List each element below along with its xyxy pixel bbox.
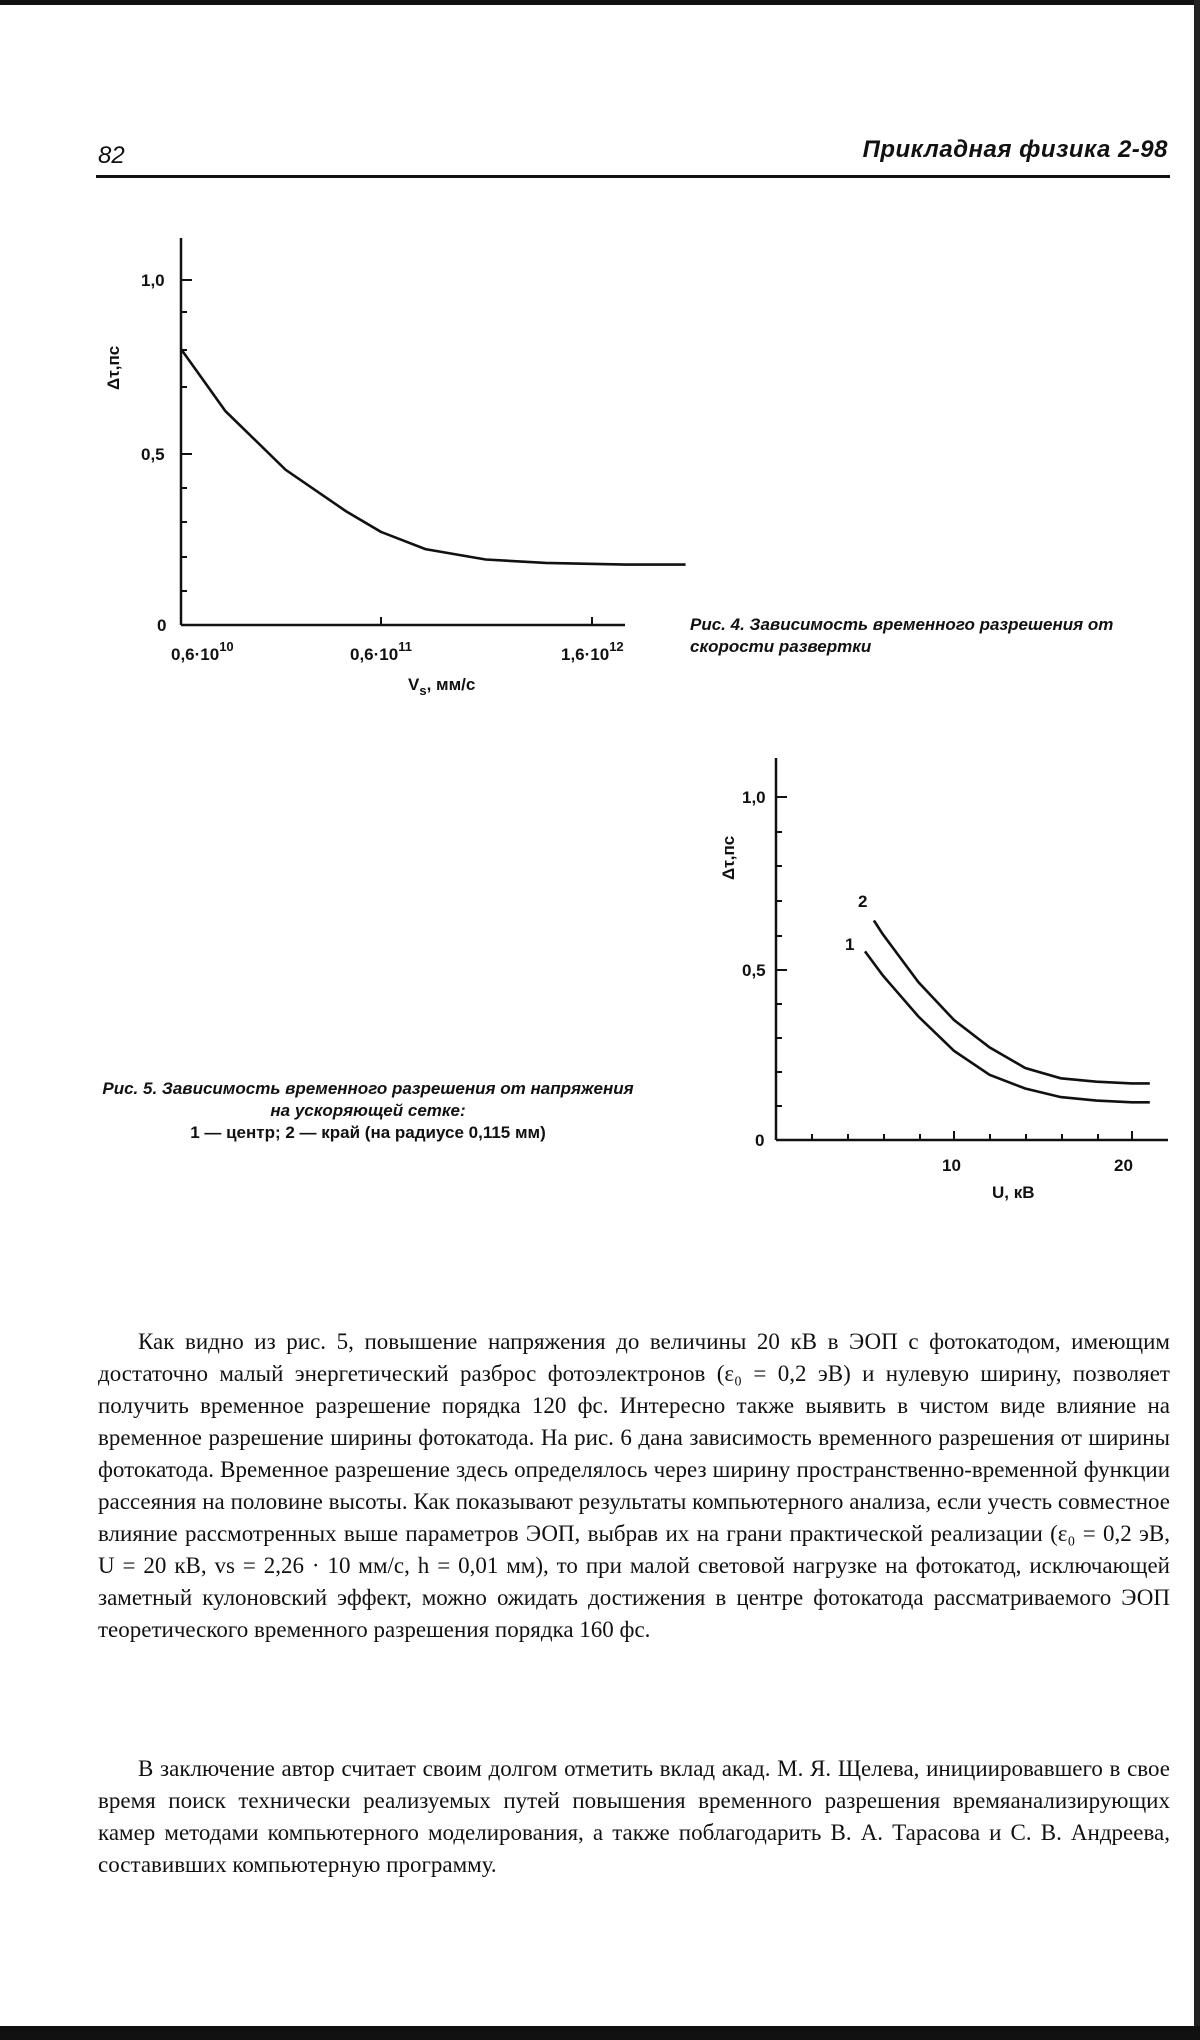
fig5-curve-label-1: 1 xyxy=(845,935,855,954)
fig5-x-axis-label: U, кВ xyxy=(992,1183,1035,1202)
page-number: 82 xyxy=(98,142,125,169)
fig4-y-tick-label: 0 xyxy=(157,616,167,635)
figure-5-caption xyxy=(98,1078,638,1144)
figure-4-chart xyxy=(104,238,686,698)
fig4-y-tick-label: 0,5 xyxy=(141,445,165,464)
fig4-y-axis-label: Δτ,пс xyxy=(104,345,123,390)
fig4-x-tick-label: $0,6\cdot 10^{11}$ xyxy=(350,639,412,664)
fig5-y-tick-label: 0 xyxy=(755,1131,765,1150)
figure-5-caption-text: Зависимость временного разрешения от напряжения на ускоряющей сетке: xyxy=(161,1079,634,1120)
figure-5-chart xyxy=(719,758,1168,1202)
journal-title: Прикладная физика 2-98 xyxy=(862,136,1168,163)
fig5-x-tick-label: 10 xyxy=(942,1156,961,1175)
fig4-x-tick-label: $1,6\cdot 10^{12}$ xyxy=(561,639,624,664)
fig5-curve-1 xyxy=(865,951,1150,1102)
fig4-x-axis-label: $V_s$, мм/с xyxy=(408,675,476,698)
fig5-y-tick-label: 1,0 xyxy=(742,788,766,807)
fig5-y-axis-label: Δτ,пс xyxy=(719,835,738,880)
fig4-y-tick-label: 1,0 xyxy=(141,271,165,290)
paragraph-2: В заключение автор считает своим долгом отметить вклад акад. М. Я. Щелева, инициировавшего в свое время поиск технически реализуемых путей повышения временного разрешения времяанализирующих камер методами компьютерного моделирования, а также поблагодарить В. А. Тарасова и С. В. Андреева, составивших компьютерную программу. xyxy=(98,1756,1170,1877)
figure-5-caption-number: Рис. 5. xyxy=(102,1079,158,1098)
fig4-data-curve xyxy=(181,349,686,565)
figure-4-caption-number: Рис. 4. xyxy=(690,615,745,634)
fig5-y-tick-label: 0,5 xyxy=(742,961,766,980)
fig5-curve-label-2: 2 xyxy=(858,892,868,911)
fig5-curve-2 xyxy=(874,921,1150,1084)
figure-4-caption xyxy=(690,614,1170,658)
figure-5-caption-legend: 1 — центр; 2 — край (на радиусе 0,115 мм) xyxy=(190,1123,546,1142)
paragraph-1: Как видно из рис. 5, повышение напряжения до величины 20 кВ в ЭОП с фотокатодом, имеющим достаточно малый энергетический разброс фотоэлектронов (ε₀ = 0,2 эВ) и нулевую ширину, позволяет получить временное разрешение порядка 120 фс. Интересно также выявить в чистом виде влияние на временное разрешение ширины фотокатода. На рис. 6 дана зависимость временного разрешения от ширины фотокатода. Временное разрешение здесь определялось через ширину пространственно-временной функции рассеяния на половине высоты. Как показывают результаты компьютерного анализа, если учесть совместное влияние рассмотренных выше параметров ЭОП, выбрав их на грани практической реализации (ε₀ = 0,2 эВ, U = 20 кВ, vs = 2,26 · 10 мм/с, h = 0,01 мм), то при малой световой нагрузке на фотокатод, исключающей заметный кулоновский эффект, можно ожидать достижения в центре фотокатода рассматриваемого ЭОП теоретического временного разрешения порядка 160 фс. xyxy=(98,1329,1170,1642)
fig5-x-tick-label: 20 xyxy=(1114,1156,1133,1175)
fig4-x-tick-label: $0,6\cdot 10^{10}$ xyxy=(171,639,234,664)
figure-4-caption-text: Зависимость временного разрешения от скорости развертки xyxy=(690,615,1114,656)
